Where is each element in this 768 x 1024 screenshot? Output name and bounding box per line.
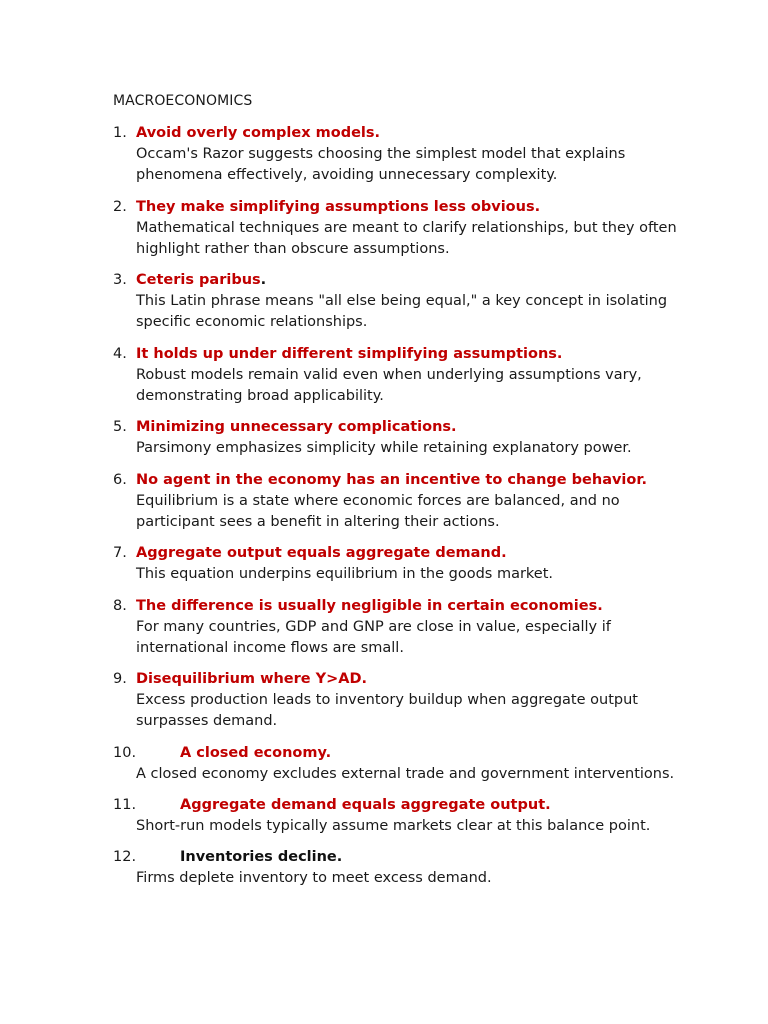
item-body: Firms deplete inventory to meet excess demand. [136,870,492,887]
item-heading-row [113,470,693,491]
document-page [113,92,693,900]
item-heading: Disequilibrium where Y>AD. [136,671,368,688]
item-body: This Latin phrase means "all else being equal," a key concept in isolating specific economic relationships. [136,293,668,331]
item-body: Mathematical techniques are meant to clarify relationships, but they often highlight rather than obscure assumptions. [136,219,677,257]
item-body: For many countries, GDP and GNP are close in value, especially if international income flows are small. [136,618,611,656]
item-heading: It holds up under different simplifying assumptions. [136,345,563,362]
item-heading: Aggregate demand equals aggregate output. [180,797,551,814]
item-heading-row [113,669,693,690]
item-number: 1. [113,125,127,141]
item-number: 12. [113,849,137,866]
item-body: This equation underpins equilibrium in the goods market. [136,566,554,583]
item-number: 10. [113,744,137,761]
list-item [113,795,693,837]
item-number: 8. [113,597,127,614]
item-heading-row [113,197,693,218]
item-number: 5. [113,419,127,436]
item-heading-row [113,543,693,564]
list-item [113,344,693,408]
list-item [113,847,693,889]
item-heading-row [113,596,693,617]
item-heading-row [113,344,693,365]
item-heading: Minimizing unnecessary complications. [136,419,457,436]
item-heading-suffix: . [260,272,267,289]
list-item [113,543,693,585]
list-item [113,470,693,534]
list-item [113,596,693,660]
item-body: Occam's Razor suggests choosing the simplest model that explains phenomena effectively, avoiding unnecessary complexity. [136,146,626,184]
item-number: 7. [113,545,127,562]
item-body: Parsimony emphasizes simplicity while retaining explanatory power. [136,440,632,457]
item-heading: The difference is usually negligible in certain economies. [136,597,603,614]
list-item [113,197,693,261]
item-number: 2. [113,198,127,215]
item-number: 4. [113,345,127,362]
item-body: Excess production leads to inventory buildup when aggregate output surpasses demand. [136,692,638,730]
item-heading-row [113,417,693,438]
item-heading: No agent in the economy has an incentive to change behavior. [136,471,647,488]
item-heading-row [113,795,693,816]
item-heading: A closed economy. [180,744,332,761]
item-heading: Ceteris paribus [136,272,261,289]
item-heading-row [113,123,693,144]
item-number: 9. [113,671,127,688]
item-heading-row [113,743,693,764]
item-number: 11. [113,797,137,814]
item-body: Equilibrium is a state where economic forces are balanced, and no participant sees a benefit in altering their actions. [136,492,620,530]
item-number: 3. [113,272,127,289]
item-heading-row [113,270,693,291]
item-body: A closed economy excludes external trade and government interventions. [136,765,675,782]
item-number: 6. [113,471,127,488]
list-item [113,123,693,187]
item-heading: Aggregate output equals aggregate demand. [136,545,507,562]
item-body: Short-run models typically assume markets clear at this balance point. [136,818,651,835]
item-heading: Avoid overly complex models. [136,125,381,141]
item-heading: They make simplifying assumptions less obvious. [136,198,541,215]
list-item [113,270,693,334]
item-heading-row [113,847,693,868]
list-item [113,743,693,785]
list-item [113,669,693,733]
item-body: Robust models remain valid even when underlying assumptions vary, demonstrating broad applicability. [136,366,642,405]
item-heading: Inventories decline. [180,849,343,866]
list-item [113,417,693,459]
document-title: MACROECONOMICS [113,93,253,109]
